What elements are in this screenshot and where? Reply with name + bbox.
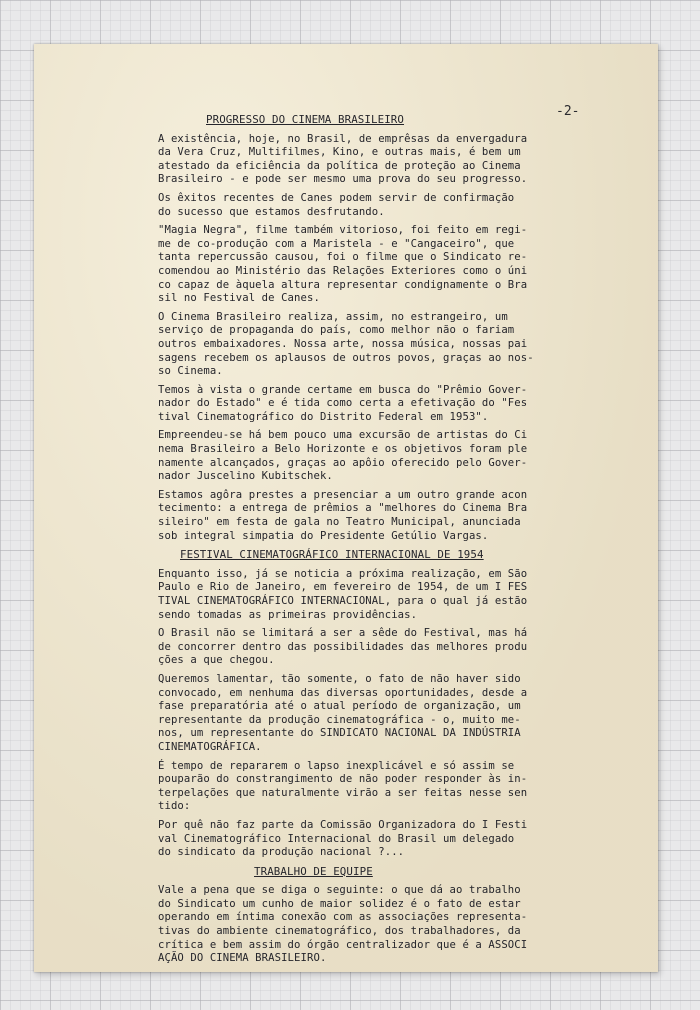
section-title-progresso: PROGRESSO DO CINEMA BRASILEIRO	[206, 113, 405, 126]
paragraph: É tempo de repararem o lapso inexplicável e só assim se pouparão do constrangimento de não poder responder às in- terpelações que naturalmente virão a ser feitas nesse sen tido:	[158, 759, 528, 813]
paragraph: A existência, hoje, no Brasil, de emprêsas da envergadura da Vera Cruz, Multifilmes, Kino, e outras mais, é bem um atestado da eficiência da política de proteção ao Cinema Brasileiro - e pode ser mesmo uma prova do seu progresso.	[158, 132, 528, 186]
paragraph: Vale a pena que se diga o seguinte: o que dá ao trabalho do Sindicato um cunho de maior solidez é o fato de estar operando em íntima conexão com as associações representa- tivas do ambiente cinematográfico, dos trabalhadores, da crítica e bem assim do órgão centralizador que é a ASSOCI AÇÃO DO CINEMA BRASILEIRO.	[158, 884, 528, 965]
paragraph: Queremos lamentar, tão somente, o fato de não haver sido convocado, em nenhuma das diversas oportunidades, desde a fase preparatória até o atual período de organização, um representante da produção cinematográfica - o, muito me- nos, um representante do SINDICATO NACIONAL DA INDÚSTRIA CINEMATOGRÁFICA.	[158, 672, 528, 753]
document-body	[158, 113, 576, 971]
section-title-festival: FESTIVAL CINEMATOGRÁFICO INTERNACIONAL DE 1954	[180, 548, 484, 562]
paragraph: Enquanto isso, já se noticia a próxima realização, em São Paulo e Rio de Janeiro, em fevereiro de 1954, de um I FES TIVAL CINEMATOGRÁFICO INTERNACIONAL, para o qual já estão sendo tomadas as primeiras providências.	[158, 567, 528, 621]
paragraph: "Magia Negra", filme também vitorioso, foi feito em regi- me de co-produção com a Maristela - e "Cangaceiro", que tanta repercussão causou, foi o filme que o Sindicato re- comendou ao Ministério das Relações Exteriores como o úni co capaz de àquela altura representar condignamente o Bra sil no Festival de Canes.	[158, 224, 528, 305]
paragraph: O Brasil não se limitará a ser a sêde do Festival, mas há de concorrer dentro das possibilidades das melhores produ ções a que chegou.	[158, 627, 528, 667]
paragraph: Por quê não faz parte da Comissão Organizadora do I Festi val Cinematográfico Internacional do Brasil um delegado do sindicato da produção nacional ?...	[158, 818, 528, 859]
page-number: -2-	[556, 104, 580, 119]
paragraph: Temos à vista o grande certame em busca do "Prêmio Gover- nador do Estado" e é tida como certa a efetivação do "Fes tival Cinematográfico do Distrito Federal em 1953".	[158, 383, 528, 423]
paragraph: Empreendeu-se há bem pouco uma excursão de artistas do Ci nema Brasileiro a Belo Horizonte e os objetivos foram ple namente alcançados, graças ao apôio oferecido pelo Gover- nador Juscelino Kubitschek.	[158, 429, 528, 483]
paragraph: Os êxitos recentes de Canes podem servir de confirmação do sucesso que estamos desfrutando.	[158, 191, 515, 218]
section-title-trabalho: TRABALHO DE EQUIPE	[254, 864, 373, 878]
paragraph: Estamos agôra prestes a presenciar a um outro grande acon tecimento: a entrega de prêmios a "melhores do Cinema Bra sileiro" em festa de gala no Teatro Municipal, anunciada sob integral simpatia do Presidente Getúlio Vargas.	[158, 488, 528, 542]
paragraph: O Cinema Brasileiro realiza, assim, no estrangeiro, um serviço de propaganda do país, como melhor não o fariam outros embaixadores. Nossa arte, nossa música, nossas pai sagens recebem os aplausos de outros povos, graças ao nos- so Cinema.	[158, 310, 534, 378]
